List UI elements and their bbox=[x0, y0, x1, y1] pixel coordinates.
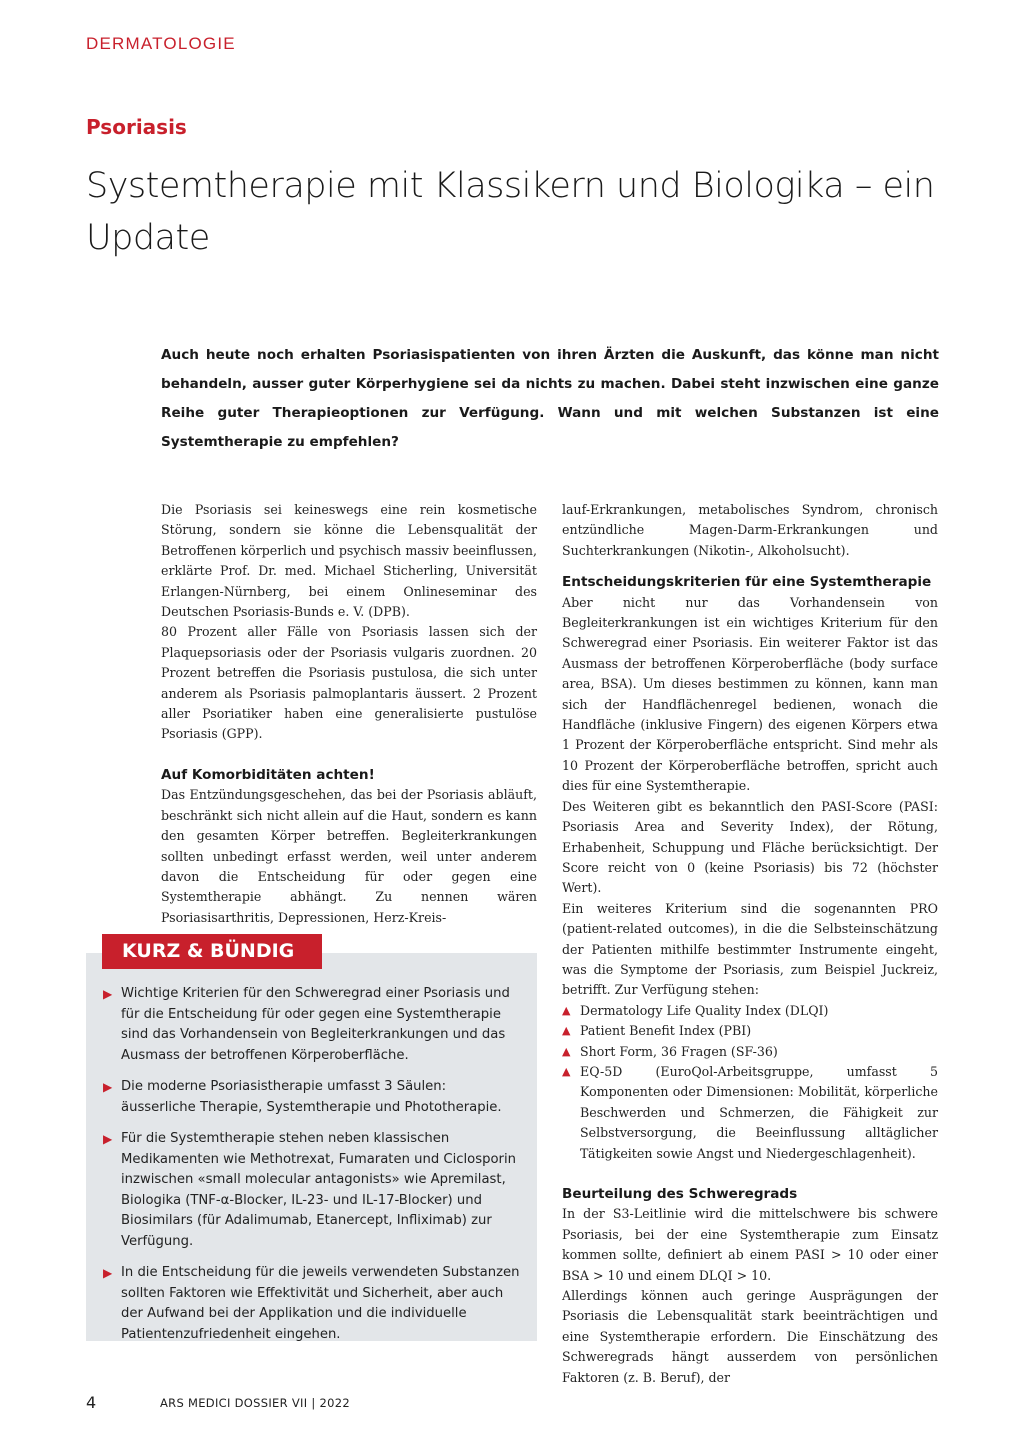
publication-info: ARS MEDICI DOSSIER VII | 2022 bbox=[160, 1396, 350, 1410]
summary-item bbox=[103, 1077, 525, 1118]
body-paragraph: Des Weiteren gibt es bekanntlich den PASI-Score (PASI: Psoriasis Area and Severity Index), der Rötung, Erhabenheit, Schuppung und Fläche berücksichtigt. Der Score reicht von 0 (keine Psoriasis) bis 72 (höchster Wert). bbox=[562, 798, 938, 896]
spacer bbox=[161, 745, 537, 765]
list-item-text: Dermatology Life Quality Index (DLQI) bbox=[580, 1002, 829, 1018]
list-item bbox=[562, 1021, 938, 1041]
arrow-bullet-icon: ▶ bbox=[103, 1266, 113, 1280]
triangle-bullet-icon: ▲ bbox=[562, 1064, 571, 1078]
summary-item-text: In die Entscheidung für die jeweils verwendeten Substanzen sollten Faktoren wie Effektivität und Sicherheit, aber auch der Aufwand bei der Applikation und die individuelle Patientenzufriedenheit eingehen. bbox=[121, 1265, 520, 1342]
list-item bbox=[562, 1001, 938, 1021]
summary-item-text: Die moderne Psoriasistherapie umfasst 3 Säulen: äusserliche Therapie, Systemtherapie und Phototherapie. bbox=[121, 1079, 502, 1115]
subheading: Beurteilung des Schweregrads bbox=[562, 1186, 798, 1202]
body-paragraph: Die Psoriasis sei keineswegs eine rein kosmetische Störung, sondern sie könne die Lebensqualität der Betroffenen körperlich und psychisch massiv beeinflussen, erklärte Prof. Dr. med. Michael Sticherling, Universität Erlangen-Nürnberg, bei einem Onlineseminar des Deutschen Psoriasis-Bunds e. V. (DPB). bbox=[161, 502, 537, 620]
body-paragraph: Allerdings können auch geringe Ausprägungen der Psoriasis die Lebensqualität stark beeinträchtigen und eine Systemtherapie erfordern. Die Einschätzung des Schweregrads hängt ausserdem von persönlichen Faktoren (z. B. Beruf), der bbox=[562, 1288, 938, 1385]
summary-item-text: Wichtige Kriterien für den Schweregrad einer Psoriasis und für die Entscheidung für oder gegen eine Systemtherapie sind das Vorhandensein von Begleiterkrankungen und das Ausmass der betroffenen Körperoberfläche. bbox=[121, 986, 510, 1063]
body-paragraph: lauf-Erkrankungen, metabolisches Syndrom, chronisch entzündliche Magen-Darm-Erkrankungen und Suchterkrankungen (Nikotin-, Alkoholsucht). bbox=[562, 502, 938, 558]
triangle-bullet-icon: ▲ bbox=[562, 1044, 571, 1058]
right-column bbox=[562, 500, 938, 1388]
list-item bbox=[562, 1062, 938, 1164]
summary-item-text: Für die Systemtherapie stehen neben klassischen Medikamenten wie Methotrexat, Fumaraten und Ciclosporin inzwischen «small molecular antagonists» wie Apremilast, Biologika (TNF-α-Blocker, IL-23- und IL-17-Blocker) und Biosimilars (für Adalimumab, Etanercept, Infliximab) zur Verfügung. bbox=[121, 1131, 517, 1249]
triangle-bullet-icon: ▲ bbox=[562, 1003, 571, 1017]
body-paragraph: Das Entzündungsgeschehen, das bei der Psoriasis abläuft, beschränkt sich nicht allein auf die Haut, sondern es kann den gesamten Körper betreffen. Begleiterkrankungen sollten unbedingt erfasst werden, weil unter anderem davon die Entscheidung für oder gegen eine Systemtherapie abhängt. Zu nennen wären Psoriasisarthritis, Depressionen, Herz-Kreis- bbox=[161, 787, 537, 925]
list-item-text: Short Form, 36 Fragen (SF-36) bbox=[580, 1043, 778, 1059]
body-paragraph: Aber nicht nur das Vorhandensein von Begleiterkrankungen ist ein wichtiges Kriterium für den Schweregrad einer Psoriasis. Ein weiterer Faktor ist das Ausmass der betroffenen Körperoberfläche (body surface area, BSA). Um dieses bestimmen zu können, kann man sich der Handflächenregel bedienen, wonach die Handfläche (inklusive Fingern) des eigenen Körpers etwa 1 Prozent der Körperoberfläche entspricht. Sind mehr als 10 Prozent der Körperoberfläche betroffen, spricht auch dies für eine Systemtherapie. bbox=[562, 594, 938, 794]
body-paragraph: 80 Prozent aller Fälle von Psoriasis lassen sich der Plaquepsoriasis oder der Psoriasis vulgaris zuordnen. 20 Prozent betreffen die Psoriasis pustulosa, die sich unter anderem als Psoriasis palmoplantaris äussert. 2 Prozent aller Psoriatiker haben eine generalisierte pustulöse Psoriasis (GPP). bbox=[161, 624, 537, 742]
summary-item bbox=[103, 984, 525, 1066]
body-paragraph: Ein weiteres Kriterium sind die sogenannten PRO (patient-related outcomes), in die die Selbsteinschätzung der Patienten mithilfe bestimmter Instrumente eingeht, was die Symptome der Psoriasis, zum Beispiel Juckreiz, betrifft. Zur Verfügung stehen: bbox=[562, 900, 938, 998]
list-item bbox=[562, 1042, 938, 1062]
summary-item bbox=[103, 1129, 525, 1252]
section-label: DERMATOLOGIE bbox=[86, 34, 236, 53]
subheading: Entscheidungskriterien für eine Systemtherapie bbox=[562, 574, 932, 591]
spacer bbox=[562, 1164, 938, 1184]
summary-list bbox=[103, 984, 525, 1356]
triangle-bullet-icon: ▲ bbox=[562, 1024, 571, 1038]
arrow-bullet-icon: ▶ bbox=[103, 987, 113, 1001]
list-item-text: EQ-5D (EuroQol-Arbeitsgruppe, umfasst 5 Komponenten oder Dimensionen: Mobilität, körperliche Beschwerden und Schmerzen, die Fähigkeit zur Selbstversorgung, die Beeinflussung alltäglicher Tätigkeiten sowie Angst und Niedergeschlagenheit). bbox=[580, 1063, 938, 1161]
summary-item bbox=[103, 1263, 525, 1345]
instrument-list bbox=[562, 1001, 938, 1164]
list-item-text: Patient Benefit Index (PBI) bbox=[580, 1023, 752, 1039]
summary-box-title: KURZ & BÜNDIG bbox=[102, 934, 322, 969]
body-paragraph: In der S3-Leitlinie wird die mittelschwere bis schwere Psoriasis, bei der eine Systemtherapie zum Einsatz kommen sollte, definiert ab einem PASI > 10 oder einer BSA > 10 und einem DLQI > 10. bbox=[562, 1206, 938, 1283]
kicker: Psoriasis bbox=[86, 115, 187, 139]
spacer bbox=[562, 561, 938, 572]
lead-paragraph: Auch heute noch erhalten Psoriasispatienten von ihren Ärzten die Auskunft, das könne man nicht behandeln, ausser guter Körperhygiene sei da nichts zu machen. Dabei steht inzwischen eine ganze Reihe guter Therapieoptionen zur Verfügung. Wann und mit welchen Substanzen ist eine Systemtherapie zu empfehlen? bbox=[161, 347, 939, 450]
arrow-bullet-icon: ▶ bbox=[103, 1132, 113, 1146]
left-column bbox=[161, 500, 537, 928]
page-title: Systemtherapie mit Klassikern und Biologika – ein Update bbox=[86, 166, 935, 258]
arrow-bullet-icon: ▶ bbox=[103, 1080, 113, 1094]
subheading: Auf Komorbiditäten achten! bbox=[161, 766, 375, 783]
page-number: 4 bbox=[86, 1393, 97, 1412]
